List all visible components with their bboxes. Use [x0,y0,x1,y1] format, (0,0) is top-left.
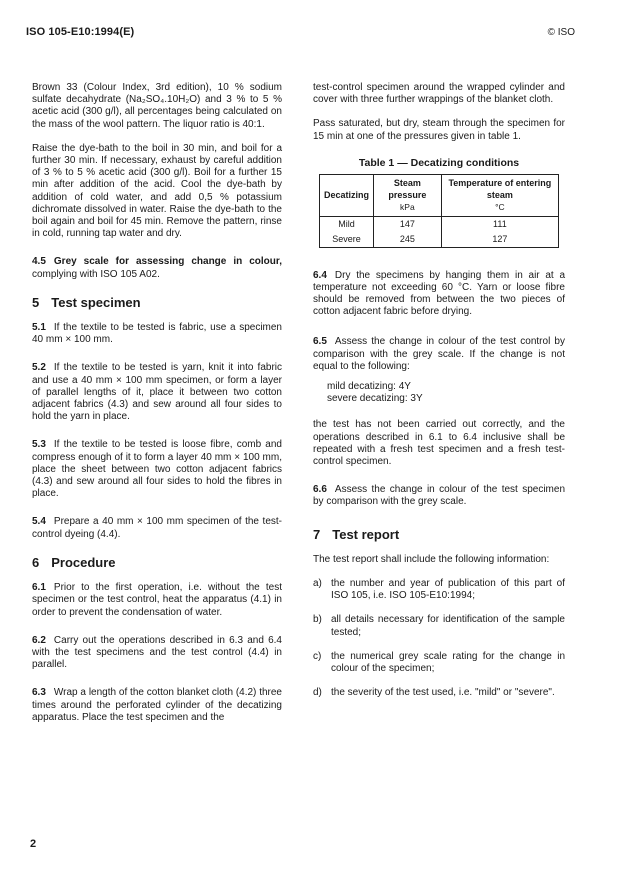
column-header: Steam pressure kPa [374,175,442,217]
list-item: c) the numerical grey scale rating for the change in colour of the specimen; [313,650,565,675]
decatizing-table [319,174,559,248]
list-item: a) the number and year of publication of this part of ISO 105, i.e. ISO 105-E10:1994; [313,578,565,602]
left-column [32,82,282,736]
page-number: 2 [30,838,37,850]
paragraph: the test has not been carried out correctly, and the operations described in 6.1 to 6.4 inclusive shall be repeated with a fresh test specimen and a fresh test-control specimen. [313,419,565,468]
section-heading-6: 6 Procedure [32,554,116,570]
clause-5-2: 5.2 If the textile to be tested is yarn, knit it into fabric and use a 40 mm × 100 mm specimen, or form a layer of parallel lengths of it, place it between two cotton adjacent fabrics (4.3) and sew around all four sides to hold the yarn in place. [32,362,282,423]
clause-title: Grey scale for assessing change in colour, [53,256,282,268]
table-row: Severe 245 127 [320,232,559,248]
column-header: Temperature of entering steam °C [441,175,558,217]
clause-text: complying with ISO 105 A02. [32,268,160,280]
paragraph: Pass saturated, but dry, steam through the specimen for 15 min at one of the pressures given in table 1. [313,118,565,142]
clause-6-2: 6.2 Carry out the operations described in 6.3 and 6.4 with the test specimens and the test control (4.4) in parallel. [32,634,282,671]
clause-6-1: 6.1 Prior to the first operation, i.e. without the test specimen or the test control, heat the apparatus (4.1) in order to prevent the condensation of water. [32,582,282,618]
paragraph: test-control specimen around the wrapped cylinder and cover with three further wrappings of the blanket cloth. [313,82,565,106]
paragraph: Raise the dye-bath to the boil in 30 min, and boil for a further 30 min. If necessary, exhaust by careful addition of 3 % to 5 % acetic acid (300 g/l). Boil for a further 15 min after addition of the acid. Cool the dye-bath by addition of cold water, and add 0,5 % potassium dichromate dissolved in water. Raise the dye-bath to the boil again and boil for 45 min. Remove the pattern, rinse in cold, running tap water and dry. [32,142,282,240]
paragraph: The test report shall include the following information: [313,553,550,565]
clause-5-1: 5.1 If the textile to be tested is fabric, use a specimen 40 mm × 100 mm. [32,322,282,346]
list-item: b) all details necessary for identification of the sample tested; [313,614,565,638]
clause-6-3: 6.3 Wrap a length of the cotton blanket cloth (4.2) three times around the perforated cylinder of the decatizing apparatus. Place the test specimen and the [32,687,282,723]
mild-rating: mild decatizing: 4Y [327,381,411,393]
severe-rating: severe decatizing: 3Y [327,393,423,405]
section-heading-5: 5 Test specimen [32,294,141,310]
section-heading-7: 7 Test report [313,526,400,542]
column-header: Decatizing [320,175,374,217]
clause-6-5: 6.5 Assess the change in colour of the test control by comparison with the grey scale. If the change is not equal to the following: [313,336,565,372]
clause-4-5 [32,256,282,280]
clause-6-6: 6.6 Assess the change in colour of the test specimen by comparison with the grey scale. [313,484,565,508]
copyright: © ISO [547,27,575,38]
list-item: d) the severity of the test used, i.e. "mild" or "severe". [313,687,555,699]
right-column [313,82,565,712]
clause-5-4: 5.4 Prepare a 40 mm × 100 mm specimen of the test-control dyeing (4.4). [32,516,282,540]
paragraph: Brown 33 (Colour Index, 3rd edition), 10 % sodium sulfate decahydrate (Na₂SO₄.10H₂O) and 3 % to 5 % acetic acid (300 g/l), all percentages being calculated on the mass of the wool pattern. The liquor ratio is 40:1. [32,82,282,130]
clause-5-3: 5.3 If the textile to be tested is loose fibre, comb and compress enough of it to form a layer 40 mm × 100 mm, place the sheet between two cotton adjacent fabrics (4.3) and sew around all four sides to hold the fibres in place. [32,439,282,500]
table-title: Table 1 — Decatizing conditions [358,156,520,169]
clause-6-4: 6.4 Dry the specimens by hanging them in air at a temperature not exceeding 60 °C. Yarn or loose fibre should be removed from between the two pieces of cotton adjacent fabric before drying. [313,269,565,318]
standard-id: ISO 105-E10:1994(E) [26,26,135,38]
table-row: Mild 147 111 [320,216,559,232]
clause-number: 4.5 [32,256,46,268]
